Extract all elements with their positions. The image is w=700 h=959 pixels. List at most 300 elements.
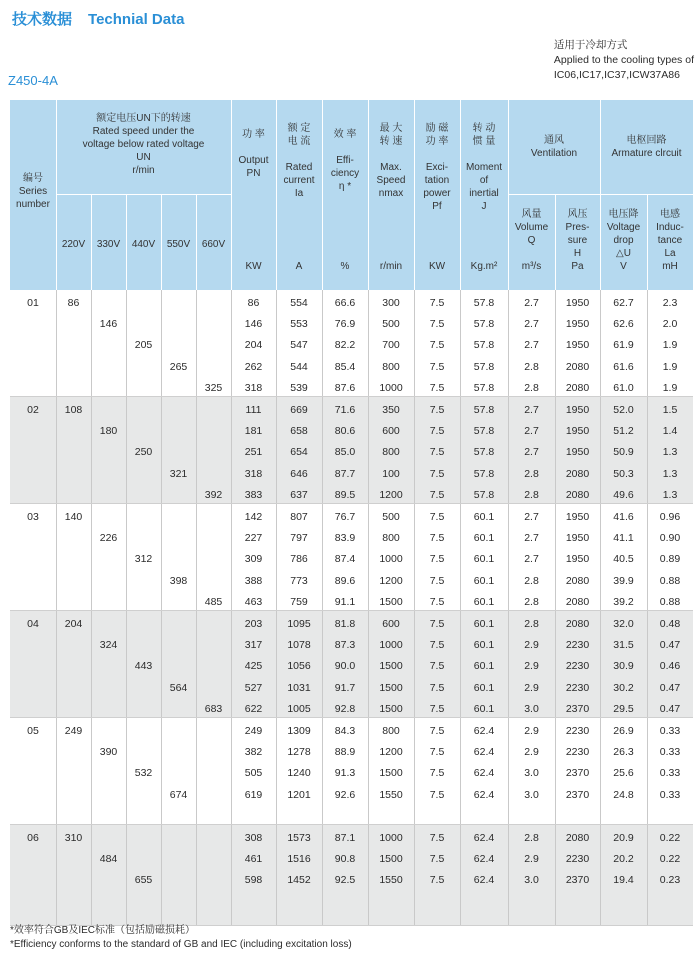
table-cell: 51.2 [613,425,634,438]
table-cell: 41.1 [613,532,634,545]
table-cell: 700 [382,339,400,352]
series-group [10,718,693,825]
table-cell: 0.22 [659,853,681,866]
table-cell: 1078 [287,639,311,652]
table-cell: 57.8 [473,297,495,309]
table-cell: 87.6 [334,381,356,394]
table-cell: 2.7 [524,446,539,459]
table-cell: 2230 [565,681,590,694]
table-cell: 71.6 [334,404,356,416]
table-cell: 0.48 [659,618,681,630]
table-cell: 1500 [379,767,403,780]
table-cell: 227 [244,532,263,545]
rated-speed-cell: 324 [99,639,118,652]
footnote [10,924,352,952]
table-cell: 7.5 [429,660,445,673]
table-cell: 1550 [379,874,403,887]
applied-en: Applied to the cooling types of [553,54,694,66]
table-cell: 60.1 [473,595,495,608]
table-cell: 1.4 [662,425,678,438]
table-cell: 26.9 [613,725,634,737]
table-cell: 7.5 [429,404,445,416]
table-cell: 91.3 [334,767,356,780]
table-cell: 181 [244,425,263,438]
table-cell: 1950 [565,532,590,545]
table-cell: 57.8 [473,360,495,373]
table-cell: 3.0 [524,767,539,780]
table-cell: 60.1 [473,532,495,545]
rated-speed-cell: 140 [64,511,83,523]
rated-speed-cell: 485 [204,595,223,608]
table-cell: 2080 [565,595,590,608]
table-cell: 87.1 [334,832,356,844]
table-cell: 2.8 [524,618,539,630]
table-cell: 2370 [565,788,590,801]
table-cell: 60.1 [473,574,495,587]
table-cell: 1200 [379,574,403,587]
table-cell: 60.1 [473,639,495,652]
table-cell: 382 [244,746,263,759]
table-cell: 3.0 [524,874,539,887]
table-cell: 62.4 [473,725,495,737]
table-cell: 2.9 [524,725,539,737]
table-cell: 111 [245,404,262,416]
table-cell: 2.8 [524,574,539,587]
rated-speed-cell: 205 [134,339,153,352]
table-cell: 57.8 [473,425,495,438]
max-speed-header: 最 大 转 速 Max. Speed nmax [376,123,406,199]
table-cell: 1516 [287,853,311,866]
table-cell: 7.5 [429,297,445,309]
table-cell: 7.5 [429,574,445,587]
excitation-header: 励 磁 功 率 Exci- tation power Pf [423,123,451,212]
table-cell: 600 [382,425,400,438]
rated-speed-cell: 392 [204,488,223,501]
table-cell: 1950 [565,318,590,331]
table-cell: 1031 [287,681,311,694]
series-header: 编号 Series number [16,173,50,210]
table-cell: 2.8 [524,832,539,844]
table-cell: 7.5 [429,788,445,801]
table-cell: 1950 [565,446,590,459]
series-number: 04 [27,618,39,630]
table-cell: 1500 [379,595,403,608]
rated-speed-cell: 310 [64,832,83,844]
table-cell: 32.0 [613,618,634,630]
table-cell: 2.7 [524,553,539,566]
table-cell: 800 [382,360,400,373]
table-cell: 31.5 [613,639,634,652]
table-cell: 87.3 [334,639,356,652]
table-cell: 89.5 [334,488,356,501]
table-cell: 527 [244,681,263,694]
table-cell: 1200 [379,746,403,759]
table-cell: 20.2 [613,853,634,866]
table-cell: 2230 [565,639,590,652]
table-cell: 1200 [379,488,403,501]
table-cell: 2.8 [524,360,539,373]
table-cell: 0.88 [659,595,681,608]
table-cell: 1550 [379,788,403,801]
table-cell: 88.9 [334,746,356,759]
table-cell: 62.6 [613,318,634,331]
table-cell: 500 [382,318,400,331]
rated-speed-cell: 86 [67,297,80,309]
table-header [10,100,693,290]
output-header: 功 率 Output PN [238,129,269,179]
voltage-drop-header: 电压降 Voltage drop △U V [606,209,641,272]
footnote-cn: *效率符合GB及IEC标准（包括励磁损耗） [10,925,196,936]
table-cell: 57.8 [473,404,495,416]
table-cell: 0.96 [659,511,681,523]
table-cell: 90.8 [334,853,356,866]
table-cell: 30.9 [613,660,634,673]
table-cell: 800 [382,532,400,545]
table-cell: 57.8 [473,381,495,394]
table-cell: 57.8 [473,318,495,331]
table-cell: 2230 [565,660,590,673]
table-cell: 7.5 [429,874,445,887]
table-cell: 146 [244,318,263,331]
page-title [12,8,184,29]
table-cell: 0.47 [659,681,681,694]
table-cell: 0.89 [659,553,681,566]
footnote-en: *Efficiency conforms to the standard of GB and IEC (including excitation loss) [10,939,352,950]
table-cell: 2080 [565,381,590,394]
table-cell: 204 [244,339,263,352]
table-cell: 60.1 [473,660,495,673]
table-cell: 86 [247,297,260,309]
table-cell: 2.0 [662,318,678,331]
table-cell: 553 [290,318,308,331]
table-cell: 1.9 [662,381,678,394]
table-cell: 0.33 [659,725,681,737]
table-cell: 62.4 [473,874,495,887]
table-cell: 41.6 [613,511,634,523]
table-cell: 2.7 [524,318,539,331]
rated-speed-cell: 312 [134,553,153,566]
series-group [10,397,693,504]
table-cell: 797 [290,532,308,545]
table-cell: 1500 [379,702,403,715]
table-cell: 1.3 [662,446,678,459]
rated-speed-cell: 674 [169,788,188,801]
table-cell: 2.7 [524,297,539,309]
table-cell: 646 [290,467,308,480]
table-cell: 388 [244,574,263,587]
table-cell: 7.5 [429,767,445,780]
table-cell: 2230 [565,725,590,737]
rated-speed-header: 额定电压UN下的转速 Rated speed under the voltage below rated voltage UN r/min [82,113,205,176]
pressure-header: 风压 Pres- sure H Pa [565,209,590,272]
table-cell: 1.9 [662,360,678,373]
efficiency-unit: % [340,261,350,272]
title-cn: 技术数据 [12,10,73,28]
table-cell: 1000 [379,553,403,566]
efficiency-header: 效 率 Effi- ciency η * [330,129,360,192]
inductance-header: 电感 Induc- tance La mH [656,209,684,272]
volt-440: 440V [131,239,156,250]
table-cell: 57.8 [473,339,495,352]
table-cell: 89.6 [334,574,356,587]
table-cell: 100 [382,467,400,480]
table-cell: 3.0 [524,788,539,801]
table-cell: 1309 [287,725,311,737]
current-header: 额 定 电 流 Rated current Ia [283,123,315,199]
volt-220: 220V [61,239,86,250]
table-cell: 500 [382,511,400,523]
rated-speed-cell: 108 [64,404,83,416]
table-cell: 60.1 [473,511,495,523]
table-cell: 39.9 [613,574,634,587]
table-cell: 39.2 [613,595,634,608]
table-cell: 1573 [287,832,311,844]
ventilation-header: 通风 Ventilation [530,135,578,159]
table-cell: 300 [382,297,400,309]
table-cell: 2.7 [524,339,539,352]
table-cell: 249 [244,725,263,737]
table-cell: 2230 [565,853,590,866]
table-cell: 1500 [379,853,403,866]
series-number: 06 [27,832,39,844]
table-cell: 62.4 [473,767,495,780]
table-cell: 7.5 [429,511,445,523]
table-cell: 7.5 [429,853,445,866]
series-number: 02 [27,404,39,416]
table-cell: 83.9 [334,532,356,545]
table-cell: 554 [290,297,308,309]
table-cell: 29.5 [613,702,634,715]
table-cell: 0.47 [659,639,681,652]
table-cell: 1005 [287,702,311,715]
table-cell: 1.9 [662,339,678,352]
applied-cn: 适用于冷却方式 [553,39,628,51]
table-cell: 7.5 [429,595,445,608]
table-cell: 2.3 [662,297,678,309]
table-cell: 786 [290,553,308,566]
table-cell: 2.7 [524,511,539,523]
table-cell: 1.3 [662,467,678,480]
table-cell: 7.5 [429,832,445,844]
rated-speed-cell: 655 [134,874,153,887]
table-cell: 622 [244,702,263,715]
table-cell: 7.5 [429,553,445,566]
table-cell: 76.9 [334,318,356,331]
table-cell: 66.6 [334,297,356,309]
table-cell: 61.6 [613,360,634,373]
rated-speed-cell: 484 [99,853,118,866]
table-cell: 2370 [565,874,590,887]
table-cell: 30.2 [613,681,634,694]
table-cell: 57.8 [473,488,495,501]
table-cell: 1095 [287,618,311,630]
table-cell: 7.5 [429,681,445,694]
table-cell: 262 [244,360,263,373]
table-cell: 7.5 [429,318,445,331]
data-table [10,100,693,926]
armature-header: 电枢回路 Armature clrcuit [611,135,682,159]
table-cell: 600 [382,618,400,630]
table-cell: 2080 [565,488,590,501]
table-cell: 2.8 [524,467,539,480]
table-cell: 61.0 [613,381,634,394]
rated-speed-cell: 321 [169,467,188,480]
table-cell: 461 [244,853,263,866]
table-cell: 1950 [565,297,590,309]
table-cell: 2.7 [524,425,539,438]
table-cell: 318 [244,381,263,394]
table-cell: 0.33 [659,788,681,801]
series-number: 01 [27,297,39,309]
table-cell: 2370 [565,702,590,715]
table-cell: 7.5 [429,488,445,501]
table-cell: 7.5 [429,532,445,545]
table-cell: 0.46 [659,660,681,673]
table-cell: 62.4 [473,746,495,759]
table-cell: 7.5 [429,381,445,394]
table-cell: 26.3 [613,746,634,759]
table-cell: 84.3 [334,725,356,737]
table-cell: 1.5 [662,404,678,416]
table-cell: 2.9 [524,681,539,694]
series-group [10,825,693,926]
rated-speed-cell: 146 [99,318,118,331]
table-cell: 0.33 [659,746,681,759]
inertia-header: 转 动 惯 量 Moment of inertial J [465,123,503,212]
rated-speed-cell: 325 [204,381,223,394]
table-cell: 598 [244,874,263,887]
table-cell: 1000 [379,381,403,394]
table-cell: 2.9 [524,660,539,673]
table-cell: 62.4 [473,853,495,866]
volt-550: 550V [166,239,191,250]
series-number: 05 [27,725,39,737]
excitation-unit: KW [428,261,446,272]
table-cell: 1500 [379,660,403,673]
table-cell: 0.33 [659,767,681,780]
table-cell: 62.4 [473,788,495,801]
table-cell: 2.8 [524,595,539,608]
table-cell: 2370 [565,767,590,780]
rated-speed-cell: 204 [64,618,83,630]
table-cell: 1201 [287,788,311,801]
table-cell: 50.3 [613,467,634,480]
table-cell: 7.5 [429,702,445,715]
table-cell: 2080 [565,574,590,587]
table-cell: 1278 [287,746,311,759]
table-cell: 57.8 [473,467,495,480]
table-cell: 2080 [565,618,590,630]
table-cell: 2.7 [524,404,539,416]
table-cell: 0.22 [659,832,681,844]
rated-speed-cell: 390 [99,746,118,759]
table-cell: 544 [290,360,308,373]
table-cell: 1500 [379,681,403,694]
table-cell: 87.7 [334,467,356,480]
table-cell: 2.9 [524,639,539,652]
table-cell: 2.7 [524,532,539,545]
volt-660: 660V [201,239,226,250]
table-cell: 60.1 [473,702,495,715]
table-cell: 0.47 [659,702,681,715]
table-cell: 25.6 [613,767,634,780]
table-cell: 317 [244,639,263,652]
table-cell: 1056 [287,660,311,673]
table-cell: 539 [290,381,308,394]
cooling-types-note [554,38,694,83]
table-cell: 40.5 [613,553,634,566]
table-cell: 7.5 [429,467,445,480]
rated-speed-cell: 226 [99,532,118,545]
table-cell: 1950 [565,511,590,523]
table-cell: 7.5 [429,360,445,373]
table-cell: 1950 [565,404,590,416]
volt-330: 330V [96,239,121,250]
table-cell: 807 [290,511,308,523]
table-cell: 7.5 [429,746,445,759]
table-cell: 1452 [287,874,311,887]
title-en: Technial Data [88,11,185,28]
rated-speed-cell: 532 [134,767,153,780]
table-cell: 309 [244,553,263,566]
table-cell: 1000 [379,832,403,844]
max-speed-unit: r/min [379,261,403,272]
volume-header: 风量 Volume Q m³/s [514,209,549,272]
table-cell: 7.5 [429,339,445,352]
table-cell: 62.7 [613,297,634,309]
table-cell: 2080 [565,360,590,373]
table-cell: 773 [290,574,308,587]
table-cell: 76.7 [334,511,356,523]
table-cell: 637 [290,488,308,501]
table-cell: 7.5 [429,725,445,737]
table-cell: 2080 [565,832,590,844]
table-cell: 81.8 [334,618,356,630]
rated-speed-cell: 398 [169,574,188,587]
table-cell: 2230 [565,746,590,759]
rated-speed-cell: 180 [99,425,118,438]
table-cell: 1000 [379,639,403,652]
table-cell: 800 [382,725,400,737]
model-label: Z450-4A [8,73,58,88]
table-cell: 669 [290,404,308,416]
rated-speed-cell: 250 [134,446,153,459]
rated-speed-cell: 265 [169,360,188,373]
table-cell: 2.9 [524,746,539,759]
table-cell: 91.1 [334,595,356,608]
table-cell: 203 [244,618,263,630]
table-cell: 7.5 [429,639,445,652]
table-cell: 50.9 [613,446,634,459]
table-cell: 547 [290,339,308,352]
table-cell: 619 [244,788,263,801]
table-cell: 425 [244,660,263,673]
table-cell: 350 [382,404,400,416]
table-cell: 142 [244,511,263,523]
table-cell: 318 [244,467,263,480]
table-cell: 52.0 [613,404,634,416]
table-cell: 60.1 [473,681,495,694]
rated-speed-cell: 683 [204,702,223,715]
current-unit: A [295,261,303,272]
table-cell: 2.8 [524,381,539,394]
table-cell: 658 [290,425,308,438]
table-cell: 85.0 [334,446,356,459]
table-cell: 3.0 [524,702,539,715]
table-cell: 85.4 [334,360,356,373]
table-cell: 308 [244,832,263,844]
table-cell: 82.2 [334,339,356,352]
